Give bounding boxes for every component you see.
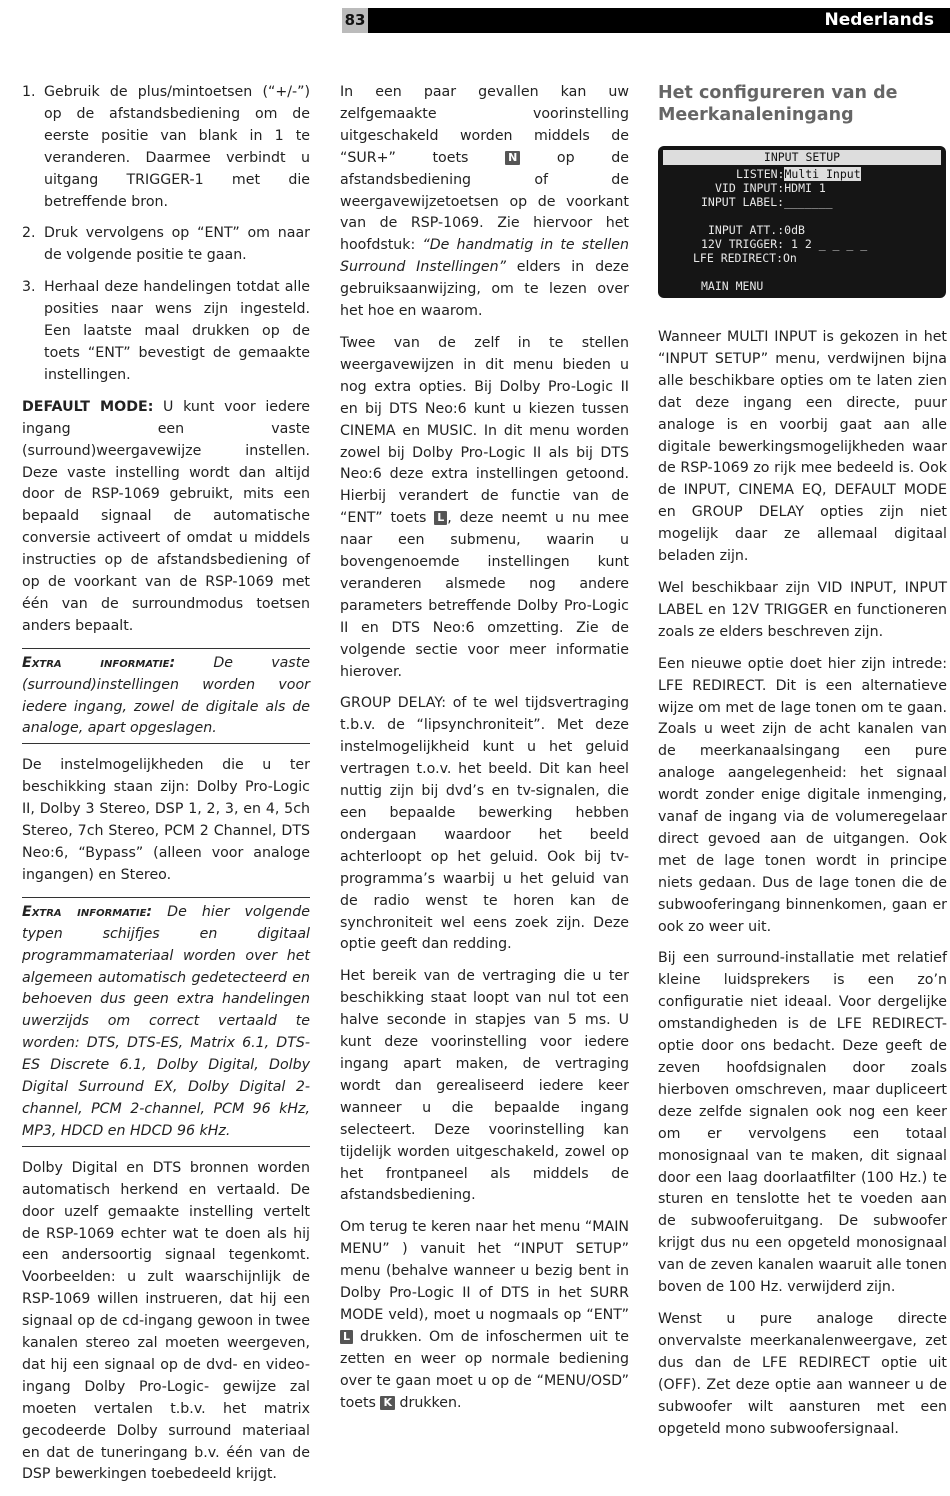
list-item: 1. Gebruik de plus/mintoetsen (“+/-”) op de afstandsbediening om de eerste positie van blank in 1 te veranderen. Daarmee verbindt u uitgang TRIGGER-1 met die betreffende bron. [22, 84, 310, 210]
paragraph: Om terug te keren naar het menu “MAIN MENU” ) vanuit het “INPUT SETUP” menu (behalve wanneer u bezig bent in Dolby Pro-Logic II of DTS in het SURR MODE veld), moet u nogmaals op “ENT” L drukken. Om de infoschermen uit te zetten en weer op normale bediening over te gaan moet u op de “MENU/OSD” toets K drukken. [340, 1219, 629, 1411]
paragraph: Wanneer MULTI INPUT is gekozen in het “INPUT SETUP” menu, verdwijnen bijna alle beschikbare opties om te laten zien dat deze ingang een directe, puur analoge is en voorbij gaat aan alle digitale bewerkingsmogelijkheden waar de RSP-1069 zo rijk mee bedeeld is. Ook de INPUT, CINEMA EQ, DEFAULT MODE en GROUP DELAY opties zijn niet mogelijk daar ze allemaal digitaal beladen zijn. [658, 329, 947, 565]
column-right [658, 82, 947, 1450]
trigger-row: 12V TRIGGER: 1 2 _ _ _ _ [701, 237, 868, 251]
input-setup-screen [658, 146, 946, 298]
paragraph: Wenst u pure analoge directe onvervalste meerkanalenweergave, zet dus dan de LFE REDIRECT optie uit (OFF). Zet deze optie aan wanneer u de subwoofer wilt aansturen met een opgeteld mono subwoofersignaal. [658, 1310, 947, 1437]
main-menu-row: MAIN MENU [701, 279, 764, 293]
column-left [22, 82, 310, 1496]
extra-info-note: Extra informatie: De hier volgende typen schijfjes en digitaal programmamateriaal worden over het algemeen automatisch gedetecteerd en behoeven dus geen extra handelingen uwerzijds om correct vertaald te worden: DTS, DTS-ES, Matrix 6.1, DTS-ES Discrete 6.1, Dolby Digital, Dolby Digital Surround EX, Dolby Digital 2-channel, PCM 2-channel, PCM 96 kHz, MP3, HDCD en HDCD 96 kHz. [22, 897, 310, 1147]
remote-key-icon: K [380, 1396, 395, 1410]
lfe-redirect-row: LFE REDIRECT:On [693, 251, 797, 265]
column-middle [340, 82, 629, 1424]
paragraph: In een paar gevallen kan uw zelfgemaakte voorinstelling uitgeschakeld worden middels de “SUR+” toets N op de afstandsbediening of de weergavewijzetoetsen op de voorkant van de RSP-1069. Zie hiervoor het hoofdstuk: “De handmatig in te stellen Surround Instellingen” elders in deze gebruiksaanwijzing, om te lezen over het hoe en waarom. [340, 84, 629, 320]
default-mode-paragraph: DEFAULT MODE: U kunt voor iedere ingang een vaste (surround)weergavewijze instellen. Deze vaste instelling wordt dan altijd door de RSP-1069 gebruikt, mits een bepaald signaal de automatische conversie activeert of omdat u middels instructies op de afstandsbediening of op de voorkant van de RSP-1069 met één van de surroundmodus toetsen anders bepaalt. [22, 398, 310, 634]
paragraph: Wel beschikbaar zijn VID INPUT, INPUT LABEL en 12V TRIGGER en functioneren zoals ze elders beschreven zijn. [658, 579, 947, 640]
remote-key-icon: L [340, 1330, 353, 1344]
paragraph: Een nieuwe optie doet hier zijn intrede: LFE REDIRECT. Dit is een alternatieve wijze om met de lage tonen om te gaan. Zoals u weet zijn de acht kanalen van de meerkanaalsingang een pure analoge aangelegenheid: het signaal wordt zonder enige digitale inmenging, vanaf de ingang via de volumeregelaar direct gevoed aan de uitgangen. Ook met de lage tonen wordt in principe niets gedaan. Dus de lage tonen die de subwooferingang binnenkomen, gaan er ook zo weer uit. [658, 655, 947, 935]
screen-title: INPUT SETUP [663, 150, 941, 165]
input-att-row: INPUT ATT.:0dB [708, 223, 805, 237]
options-paragraph: De instelmogelijkheden die u ter beschikking staan zijn: Dolby Pro-Logic II, Dolby 3 Stereo, DSP 1, 2, 3, en 4, 5ch Stereo, 7ch Stereo, PCM 2 Channel, DTS Neo:6, “Bypass” (alleen voor analoge ingangen) en Stereo. [22, 757, 310, 883]
remote-key-icon: N [505, 151, 520, 165]
remote-key-icon: L [434, 511, 447, 525]
vid-input-row: VID INPUT:HDMI 1 [715, 181, 826, 195]
list-item: 3. Herhaal deze handelingen totdat alle posities naar wens zijn ingesteld. Een laatste maal drukken op de toets “ENT” bevestigt de gemaakte instellingen. [22, 279, 310, 383]
section-heading: Het configureren van de Meerkanaleningang [658, 83, 898, 125]
steps-list [22, 82, 310, 387]
language-label: Nederlands [824, 10, 934, 30]
dolby-paragraph: Dolby Digital en DTS bronnen worden automatisch herkend en vertaald. De door uzelf gemaakte instelling vertelt de RSP-1069 echter wat te doen als hij een andersoortig signaal tegenkomt. Voorbeelden: u zult waarschijnlijk de RSP-1069 willen instrueren, dat hij een signaal op de cd-ingang gewoon in twee kanalen stereo zal moeten weergeven, dat hij een signaal op de dvd- en video-ingang Dolby Pro-Logic- gewijze zal moeten vertalen t.b.v. het matrix gecodeerde Dolby surround materiaal en dat de tuneringang b.v. één van de DSP bewerkingen toebedeeld krijgt. [22, 1159, 310, 1483]
group-delay-paragraph: GROUP DELAY: of te wel tijdsvertraging t.b.v. de “lipsynchroniteit”. Met deze instelmogelijkheid kunt u het geluid vertragen t.o.v. het beeld. Dit kan heel nuttig zijn bij dvd’s en tv-signalen, die een bepaalde bewerking hebben ondergaan waardoor het beeld achterloopt op het geluid. Ook bij tv-programma’s waarbij u het geluid van de radio wenst te horen kan de synchroniteit wel eens zoek zijn. Deze optie geeft dan redding. [340, 695, 629, 953]
page-number: 83 [342, 8, 368, 33]
listen-row: LISTEN:Multi Input [736, 167, 861, 181]
list-item: 2. Druk vervolgens op “ENT” om naar de volgende positie te gaan. [22, 225, 310, 264]
extra-info-note: Extra informatie: De vaste (surround)instellingen worden voor iedere ingang, zowel de digitale als de analoge, apart opgeslagen. [22, 648, 310, 745]
paragraph: Bij een surround-installatie met relatief kleine luidsprekers is een zo’n configuratie niet ideaal. Voor dergelijke omstandigheden is de LFE REDIRECT-optie door ons bedacht. Deze geeft de zeven hoofdsignalen door zoals hierboven omschreven, maar dupliceert deze zelfde signalen ook nog een keer om er vervolgens een totaal monosignaal van te maken, dit signaal door een laag doorlaatfilter (100 Hz.) te sturen en tenslotte het te voeden aan de subwooferuitgang. De subwoofer krijgt dus nu een opgeteld monosignaal van de zeven kanalen waaruit alle tonen boven de 100 Hz. verwijderd zijn. [658, 950, 947, 1296]
paragraph: Het bereik van de vertraging die u ter beschikking staat loopt van nul tot een halve seconde in stapjes van 5 ms. U kunt deze voorinstelling voor iedere ingang apart maken, de vertraging wordt dan gerealiseerd iedere keer wanneer u die bepaalde ingang selecteert. Deze voorinstelling kan tijdelijk worden uitgeschakeld, zowel op het frontpaneel als middels de afstandsbediening. [340, 968, 629, 1204]
input-label-row: INPUT LABEL:_______ [701, 195, 833, 209]
paragraph: Twee van de zelf in te stellen weergavewijzen in dit menu bieden u nog extra opties. Bij Dolby Pro-Logic II en bij DTS Neo:6 kunt u kiezen tussen CINEMA en MUSIC. In dit menu worden zowel bij Dolby Pro-Logic II als bij DTS Neo:6 deze extra instellingen getoond. Hierbij verandert de functie van de “ENT” toets L , deze neemt u nu mee naar een submenu, waarin u bovengenoemde instellingen kunt veranderen alsmede nog andere parameters betreffende Dolby Pro-Logic II en DTS Neo:6 omzetting. Zie de volgende sectie voor meer informatie hierover. [340, 334, 629, 680]
